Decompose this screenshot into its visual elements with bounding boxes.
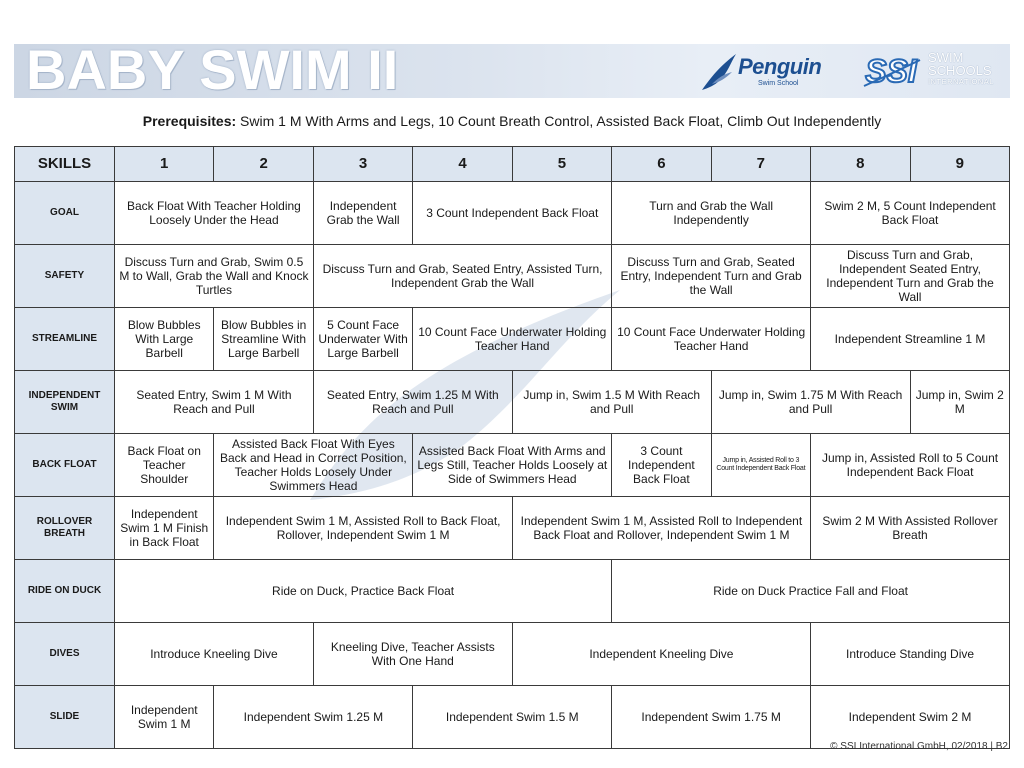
table-cell: 3 Count Independent Back Float: [612, 434, 711, 497]
table-cell: Introduce Standing Dive: [811, 623, 1010, 686]
skills-table: [14, 146, 1010, 749]
table-cell: Ride on Duck, Practice Back Float: [115, 560, 612, 623]
header-lesson-4: 4: [413, 147, 512, 182]
ssi-line-1: SWIM: [928, 50, 964, 65]
table-cell: Independent Swim 1.25 M: [214, 686, 413, 749]
table-cell: Kneeling Dive, Teacher Assists With One Hand: [313, 623, 512, 686]
table-row-goal: [15, 182, 1010, 245]
table-cell: Independent Swim 2 M: [811, 686, 1010, 749]
table-cell: Swim 2 M With Assisted Rollover Breath: [811, 497, 1010, 560]
copyright-footer: © SSI International GmbH, 02/2018 | B2: [830, 741, 1008, 752]
skill-label: ROLLOVER BREATH: [15, 497, 115, 560]
table-cell: Back Float With Teacher Holding Loosely Under the Head: [115, 182, 314, 245]
table-cell: Ride on Duck Practice Fall and Float: [612, 560, 1010, 623]
table-cell: 10 Count Face Underwater Holding Teacher Hand: [413, 308, 612, 371]
table-cell: 5 Count Face Underwater With Large Barbell: [313, 308, 412, 371]
table-cell: Turn and Grab the Wall Independently: [612, 182, 811, 245]
penguin-logo-tagline: Swim School: [758, 80, 799, 87]
table-row-ride-on-duck: [15, 560, 1010, 623]
ssi-line-2: SCHOOLS: [928, 63, 992, 78]
skill-label: RIDE ON DUCK: [15, 560, 115, 623]
ssi-logo-icon: [858, 52, 924, 90]
penguin-logo-name: Penguin: [738, 54, 822, 79]
table-cell: Seated Entry, Swim 1.25 M With Reach and Pull: [313, 371, 512, 434]
table-cell: Jump in, Swim 2 M: [910, 371, 1010, 434]
skill-label: SLIDE: [15, 686, 115, 749]
page-title: BABY SWIM II: [26, 38, 399, 101]
table-cell: Independent Swim 1 M, Assisted Roll to Back Float, Rollover, Independent Swim 1 M: [214, 497, 512, 560]
table-row-slide: [15, 686, 1010, 749]
table-cell: Independent Streamline 1 M: [811, 308, 1010, 371]
table-cell: Blow Bubbles in Streamline With Large Barbell: [214, 308, 313, 371]
table-row-safety: [15, 245, 1010, 308]
header-lesson-6: 6: [612, 147, 711, 182]
table-cell: Independent Swim 1.5 M: [413, 686, 612, 749]
header-lesson-2: 2: [214, 147, 313, 182]
header-lesson-7: 7: [711, 147, 810, 182]
table-cell: Discuss Turn and Grab, Seated Entry, Independent Turn and Grab the Wall: [612, 245, 811, 308]
header-lesson-1: 1: [115, 147, 214, 182]
skill-label: STREAMLINE: [15, 308, 115, 371]
skill-label: SAFETY: [15, 245, 115, 308]
prerequisites-label: Prerequisites:: [142, 113, 237, 129]
table-cell: 10 Count Face Underwater Holding Teacher Hand: [612, 308, 811, 371]
table-cell: Back Float on Teacher Shoulder: [115, 434, 214, 497]
header-lesson-3: 3: [313, 147, 412, 182]
table-cell: Assisted Back Float With Eyes Back and Head in Correct Position, Teacher Holds Loosely Under Swimmers Head: [214, 434, 413, 497]
prerequisites: [0, 113, 1024, 129]
table-cell: Jump in, Assisted Roll to 3 Count Independent Back Float: [711, 434, 810, 497]
table-cell: Discuss Turn and Grab, Independent Seated Entry, Independent Turn and Grab the Wall: [811, 245, 1010, 308]
table-cell: 3 Count Independent Back Float: [413, 182, 612, 245]
table-cell: Jump in, Swim 1.5 M With Reach and Pull: [512, 371, 711, 434]
table-cell: Swim 2 M, 5 Count Independent Back Float: [811, 182, 1010, 245]
table-cell: Independent Kneeling Dive: [512, 623, 810, 686]
skill-label: BACK FLOAT: [15, 434, 115, 497]
table-row-dives: [15, 623, 1010, 686]
header-lesson-9: 9: [910, 147, 1010, 182]
table-cell: Discuss Turn and Grab, Seated Entry, Assisted Turn, Independent Grab the Wall: [313, 245, 611, 308]
table-cell: Jump in, Assisted Roll to 5 Count Independent Back Float: [811, 434, 1010, 497]
table-cell: Independent Swim 1 M Finish in Back Float: [115, 497, 214, 560]
ssi-line-3: INTERNATIONAL: [928, 77, 994, 86]
table-row-streamline: [15, 308, 1010, 371]
table-row-rollover-breath: [15, 497, 1010, 560]
skill-label: INDEPENDENT SWIM: [15, 371, 115, 434]
table-row-back-float: [15, 434, 1010, 497]
header-lesson-5: 5: [512, 147, 611, 182]
table-cell: Seated Entry, Swim 1 M With Reach and Pull: [115, 371, 314, 434]
table-cell: Independent Swim 1.75 M: [612, 686, 811, 749]
table-cell: Introduce Kneeling Dive: [115, 623, 314, 686]
header-skills: SKILLS: [15, 147, 115, 182]
table-cell: Independent Swim 1 M: [115, 686, 214, 749]
table-cell: Blow Bubbles With Large Barbell: [115, 308, 214, 371]
header-lesson-8: 8: [811, 147, 910, 182]
table-cell: Independent Grab the Wall: [313, 182, 412, 245]
skill-label: GOAL: [15, 182, 115, 245]
table-row-independent-swim: [15, 371, 1010, 434]
table-cell: Discuss Turn and Grab, Swim 0.5 M to Wall, Grab the Wall and Knock Turtles: [115, 245, 314, 308]
prerequisites-text: Swim 1 M With Arms and Legs, 10 Count Breath Control, Assisted Back Float, Climb Out Independently: [240, 113, 882, 129]
svg-text:SSI: SSI: [865, 53, 917, 89]
table-cell: Jump in, Swim 1.75 M With Reach and Pull: [711, 371, 910, 434]
skill-label: DIVES: [15, 623, 115, 686]
ssi-logo-text: [928, 51, 1008, 87]
table-cell: Independent Swim 1 M, Assisted Roll to Independent Back Float and Rollover, Independent Swim 1 M: [512, 497, 810, 560]
table-header-row: [15, 147, 1010, 182]
table-cell: Assisted Back Float With Arms and Legs Still, Teacher Holds Loosely at Side of Swimmers Head: [413, 434, 612, 497]
